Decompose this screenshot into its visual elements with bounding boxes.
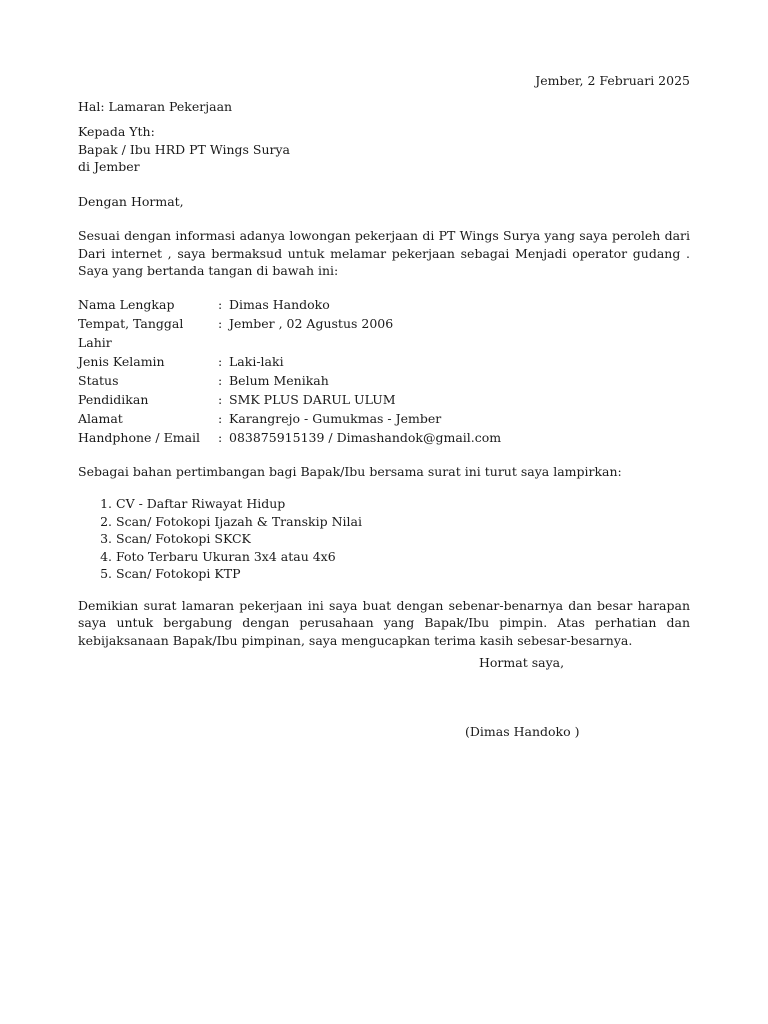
identity-row xyxy=(78,390,501,409)
identity-separator: : xyxy=(218,353,223,369)
identity-row xyxy=(78,295,501,314)
identity-value: SMK PLUS DARUL ULUM xyxy=(229,391,396,407)
attachment-item: 2. Scan/ Fotokopi Ijazah & Transkip Nilai xyxy=(116,513,690,531)
signature-greeting: Hormat saya, xyxy=(479,655,565,670)
attachments-intro: Sebagai bahan pertimbangan bagi Bapak/Ibu bersama surat ini turut saya lampirkan: xyxy=(78,463,622,479)
identity-value: 083875915139 / Dimashandok@gmail.com xyxy=(229,429,502,445)
place-date: Jember, 2 Februari 2025 xyxy=(535,73,690,88)
identity-separator: : xyxy=(218,315,223,331)
greeting: Dengan Hormat, xyxy=(78,193,184,209)
attachments-list xyxy=(78,495,690,583)
identity-row xyxy=(78,352,501,371)
attachment-item: 5. Scan/ Fotokopi KTP xyxy=(116,565,690,583)
identity-value: Dimas Handoko xyxy=(229,296,330,312)
identity-value: Laki-laki xyxy=(229,353,284,369)
identity-row xyxy=(78,409,501,428)
identity-value: Jember , 02 Agustus 2006 xyxy=(229,315,394,331)
identity-row xyxy=(78,371,501,390)
identity-separator: : xyxy=(218,429,223,445)
identity-value: Belum Menikah xyxy=(229,372,329,388)
attachment-item: 4. Foto Terbaru Ukuran 3x4 atau 4x6 xyxy=(116,548,690,566)
recipient-line: di Jember xyxy=(78,159,140,174)
subject-line: Hal: Lamaran Pekerjaan xyxy=(78,98,233,114)
closing-paragraph: Demikian surat lamaran pekerjaan ini saya buat dengan sebenar-benarnya dan besar harapan saya untuk bergabung dengan perusahaan yang Bapak/Ibu pimpin. Atas perhatian dan kebijaksanaan Bapak/Ibu pimpinan, saya mengucapkan terima kasih sebesar-besarnya. xyxy=(78,597,690,648)
identity-separator: : xyxy=(218,296,223,312)
identity-label: Pendidikan xyxy=(78,391,149,407)
intro-paragraph: Sesuai dengan informasi adanya lowongan pekerjaan di PT Wings Surya yang saya peroleh dari Dari internet , saya bermaksud untuk melamar pekerjaan sebagai Menjadi operator gudang . Saya yang bertanda tangan di bawah ini: xyxy=(78,228,690,278)
identity-label: Handphone / Email xyxy=(78,429,201,445)
identity-label: Status xyxy=(78,372,119,388)
identity-separator: : xyxy=(218,372,223,388)
identity-row xyxy=(78,314,501,352)
identity-separator: : xyxy=(218,410,223,426)
identity-table xyxy=(78,295,501,447)
identity-label: Tempat, Tanggal Lahir xyxy=(78,315,184,350)
recipient-line: Kepada Yth: xyxy=(78,124,155,139)
identity-row xyxy=(78,428,501,447)
attachment-item: 3. Scan/ Fotokopi SKCK xyxy=(116,530,690,548)
attachment-item: 1. CV - Daftar Riwayat Hidup xyxy=(116,495,690,513)
identity-label: Jenis Kelamin xyxy=(78,353,165,369)
identity-label: Alamat xyxy=(78,410,123,426)
identity-value: Karangrejo - Gumukmas - Jember xyxy=(229,410,442,426)
letter-body xyxy=(78,72,690,649)
signature-name: (Dimas Handoko ) xyxy=(465,724,580,739)
identity-separator: : xyxy=(218,391,223,407)
identity-label: Nama Lengkap xyxy=(78,296,175,312)
recipient-line: Bapak / Ibu HRD PT Wings Surya xyxy=(78,141,290,157)
recipient-block xyxy=(78,123,690,176)
